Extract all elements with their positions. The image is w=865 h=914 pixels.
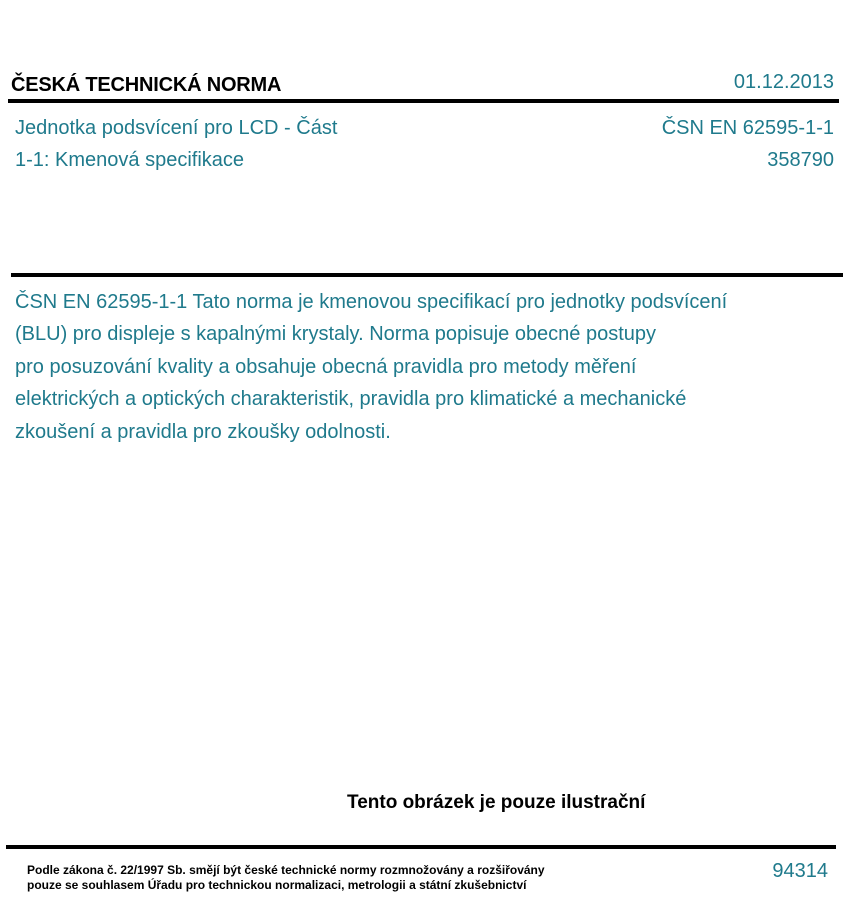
standard-code: ČSN EN 62595-1-1	[661, 117, 834, 139]
document-type-heading: ČESKÁ TECHNICKÁ NORMA	[11, 74, 282, 96]
description-line: zkoušení a pravidla pro zkoušky odolnosti.	[15, 421, 391, 443]
description-line: pro posuzování kvality a obsahuje obecná pravidla pro metody měření	[15, 356, 637, 378]
standard-title-line-2: 1-1: Kmenová specifikace	[15, 149, 245, 171]
legal-notice-line-2: pouze se souhlasem Úřadu pro technickou normalizaci, metrologii a státní zkušebnictví	[27, 878, 527, 892]
top-divider	[8, 99, 839, 103]
description-line: ČSN EN 62595-1-1 Tato norma je kmenovou specifikací pro jednotky podsvícení	[15, 291, 728, 313]
legal-notice-line-1: Podle zákona č. 22/1997 Sb. smějí být české technické normy rozmnožovány a rozšiřovány	[27, 863, 545, 877]
publication-date: 01.12.2013	[733, 71, 834, 93]
standard-title-line-1: Jednotka podsvícení pro LCD - Část	[15, 117, 338, 139]
bottom-divider	[6, 845, 836, 849]
classification-number: 358790	[767, 149, 834, 171]
description-line: (BLU) pro displeje s kapalnými krystaly. Norma popisuje obecné postupy	[15, 323, 657, 345]
middle-divider	[11, 273, 843, 277]
description-line: elektrických a optických charakteristik, pravidla pro klimatické a mechanické	[15, 388, 687, 410]
document-number: 94314	[772, 860, 828, 882]
illustrative-notice: Tento obrázek je pouze ilustrační	[347, 792, 646, 813]
